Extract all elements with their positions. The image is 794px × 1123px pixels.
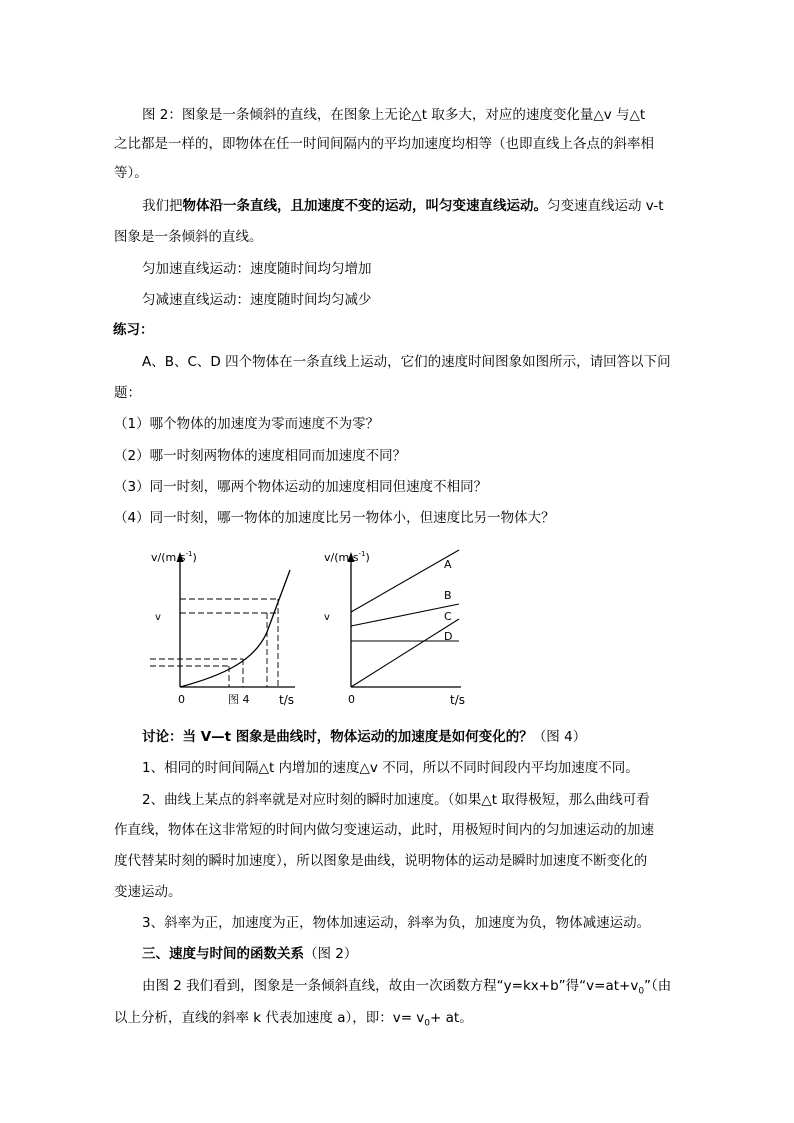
discussion-point-2-line2: 作直线，物体在这非常短的时间内做匀变速运动，此时，用极短时间内的匀加速运动的加速 bbox=[114, 822, 654, 838]
discussion-point-2-line4: 变速运动。 bbox=[114, 884, 182, 900]
question-1: （1）哪个物体的加速度为零而速度不为零？ bbox=[114, 416, 380, 432]
para1-line1: 图 2：图象是一条倾斜的直线，在图象上无论△t 取多大，对应的速度变化量△v 与△t bbox=[142, 107, 646, 123]
label-d: D bbox=[444, 630, 453, 643]
line-c bbox=[351, 619, 459, 687]
discussion-point-2-line3: 度代替某时刻的瞬时加速度），所以图象是曲线，说明物体的运动是瞬时加速度不断变化的 bbox=[114, 853, 648, 869]
para2-pre: 我们把 bbox=[142, 198, 183, 214]
exercise-heading: 练习： bbox=[113, 322, 154, 338]
para1-line3: 等）。 bbox=[114, 165, 148, 181]
para2-line2: 图象是一条倾斜的直线。 bbox=[114, 229, 263, 245]
exercise-intro-line2: 题： bbox=[114, 385, 141, 401]
figure-abcd-lines-graph bbox=[318, 540, 478, 710]
discussion-heading bbox=[142, 727, 586, 747]
figure4-caption: 图 4 bbox=[228, 693, 250, 706]
uniform-accel-line: 匀加速直线运动：速度随时间均匀增加 bbox=[142, 261, 372, 277]
section3-line2-end: + at。 bbox=[430, 1010, 473, 1026]
discussion-point-2-line1: 2、曲线上某点的斜率就是对应时刻的瞬时加速度。（如果△t 取得极短，那么曲线可看 bbox=[142, 792, 650, 808]
question-2: （2）哪一时刻两物体的速度相同而加速度不同？ bbox=[114, 448, 407, 464]
subscript-zero: 0 bbox=[638, 986, 645, 997]
discussion-ref: （图 4） bbox=[532, 729, 587, 745]
exercise-intro-line1: A、B、C、D 四个物体在一条直线上运动，它们的速度时间图象如图所示，请回答以下问 bbox=[142, 354, 671, 370]
label-b: B bbox=[444, 589, 452, 602]
section3-line2-text: 以上分析，直线的斜率 k 代表加速度 a），即：v= v bbox=[114, 1010, 425, 1026]
discussion-point-3: 3、斜率为正，加速度为正，物体加速运动，斜率为负，加速度为负，物体减速运动。 bbox=[142, 915, 651, 931]
section3-line1 bbox=[142, 976, 671, 1002]
figure-right-v-label: v bbox=[324, 612, 330, 623]
discussion-question: 讨论：当 V—t 图象是曲线时，物体运动的加速度是如何变化的？ bbox=[142, 729, 533, 745]
dashed-guides bbox=[150, 599, 278, 687]
figure4-v-label: v bbox=[155, 612, 161, 623]
velocity-curve bbox=[180, 570, 290, 687]
uniform-decel-line: 匀减速直线运动：速度随时间均匀减少 bbox=[142, 292, 372, 308]
question-4: （4）同一时刻，哪一物体的加速度比另一物体小，但速度比另一物体大？ bbox=[114, 510, 555, 526]
figure4-x-axis-label: t/s bbox=[279, 693, 294, 707]
figure-right-origin-label: 0 bbox=[348, 693, 355, 706]
figure-4-curve-graph bbox=[145, 540, 305, 710]
section3-ref: （图 2） bbox=[304, 946, 358, 962]
section3-line1-end: ”（由 bbox=[644, 978, 672, 994]
uniform-motion-definition: 物体沿一条直线，且加速度不变的运动，叫匀变速直线运动。 bbox=[182, 198, 547, 214]
section3-heading: 三、速度与时间的函数关系 bbox=[142, 946, 304, 962]
figure4-y-axis-label: $v/(m.s^{-1})$ bbox=[151, 550, 197, 564]
para1-line2: 之比都是一样的，即物体在任一时间间隔内的平均加速度均相等（也即直线上各点的斜率相 bbox=[114, 136, 654, 152]
line-b bbox=[351, 604, 459, 626]
label-c: C bbox=[444, 610, 452, 623]
section3-line2 bbox=[114, 1008, 473, 1034]
question-3: （3）同一时刻，哪两个物体运动的加速度相同但速度不相同？ bbox=[114, 479, 488, 495]
figure-right-x-axis-label: t/s bbox=[450, 693, 465, 707]
discussion-point-1: 1、相同的时间间隔△t 内增加的速度△v 不同，所以不同时间段内平均加速度不同。 bbox=[142, 760, 639, 776]
label-a: A bbox=[444, 558, 452, 571]
figure4-origin-label: 0 bbox=[178, 693, 185, 706]
para2-line1 bbox=[142, 196, 664, 216]
figure-right-y-axis-label: $v/(m.s^{-1})$ bbox=[324, 550, 370, 564]
section3-heading-line bbox=[142, 944, 357, 964]
section3-line1-text: 由图 2 我们看到，图象是一条倾斜直线，故由一次函数方程“y=kx+b”得“v=at+v bbox=[142, 978, 639, 994]
subscript-zero: 0 bbox=[424, 1018, 431, 1029]
para2-post: 匀变速直线运动 v-t bbox=[547, 198, 664, 214]
